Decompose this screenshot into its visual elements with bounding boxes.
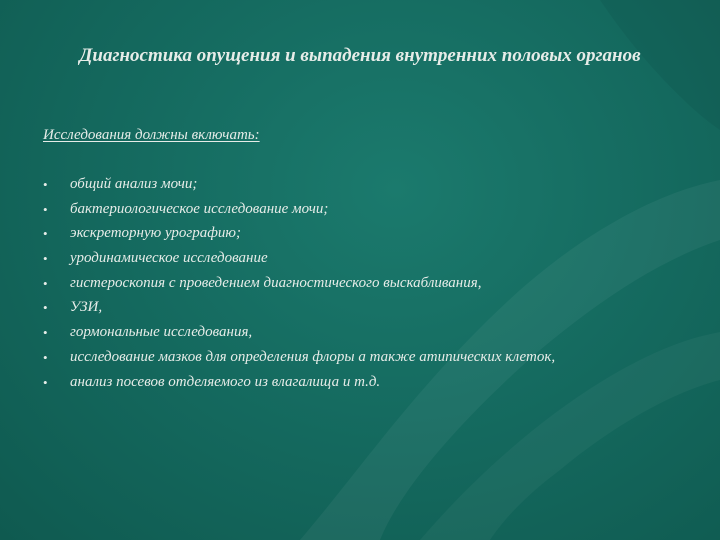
list-item-text: экскреторную урографию;: [70, 225, 241, 242]
list-item-text: исследование мазков для определения флоры а также атипических клеток,: [70, 348, 556, 365]
list-item: [43, 176, 683, 193]
list-item: [43, 275, 683, 292]
bullet-icon: •: [43, 226, 48, 242]
list-item: [43, 349, 683, 366]
bullet-icon: •: [43, 251, 48, 267]
list-item-text: бактериологическое исследование мочи;: [70, 200, 329, 217]
list-item-text: уродинамическое исследование: [70, 250, 268, 267]
slide-subtitle: Исследования должны включать:: [43, 127, 260, 143]
list-item-text: гистероскопия с проведением диагностического выскабливания,: [70, 274, 482, 291]
bullet-icon: •: [43, 275, 48, 291]
list-item: [43, 201, 683, 218]
bullet-icon: •: [43, 374, 48, 390]
bullet-icon: •: [43, 300, 48, 316]
bullet-icon: •: [43, 349, 48, 365]
bullet-icon: •: [43, 201, 48, 217]
list-item: [43, 324, 683, 341]
list-item: [43, 225, 683, 242]
slide-title: Диагностика опущения и выпадения внутренних половых органов: [79, 45, 641, 66]
list-item: [43, 299, 683, 316]
list-item-text: гормональные исследования,: [70, 324, 253, 341]
list-item-text: общий анализ мочи;: [70, 176, 198, 192]
list-item: [43, 250, 683, 267]
bullet-icon: •: [43, 325, 48, 341]
bullet-icon: •: [43, 177, 48, 192]
bullet-list: [43, 176, 683, 398]
list-item-text: анализ посевов отделяемого из влагалища и т.д.: [70, 373, 381, 390]
list-item: [43, 374, 683, 391]
list-item-text: УЗИ,: [70, 299, 103, 316]
